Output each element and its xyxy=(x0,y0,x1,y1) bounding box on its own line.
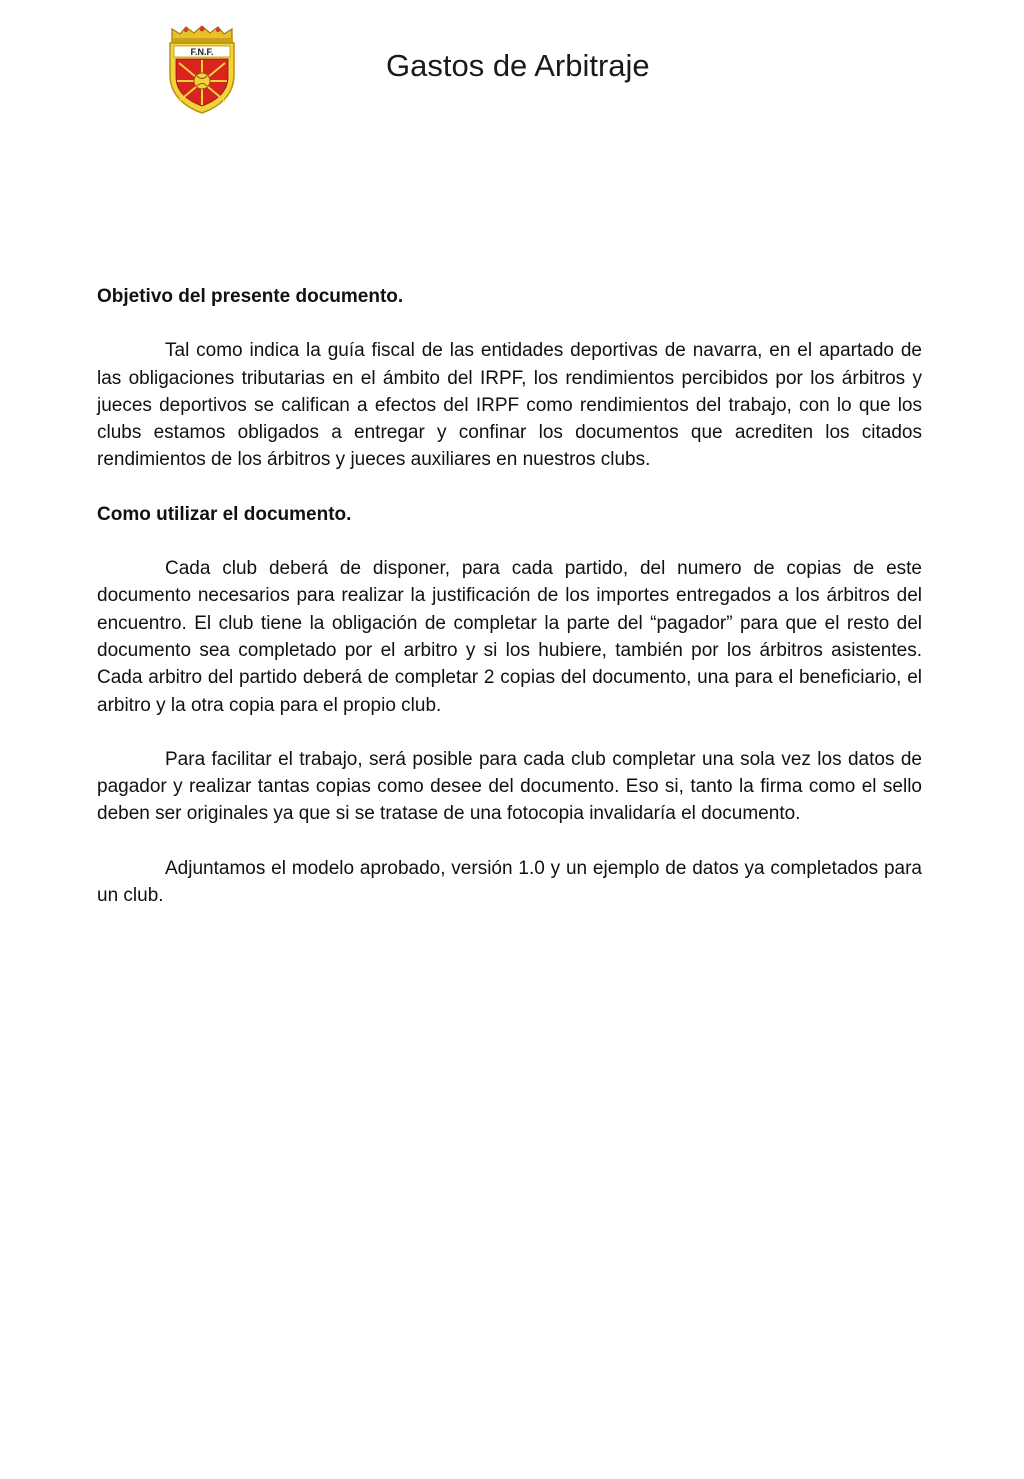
paragraph-adjuntamos: Adjuntamos el modelo aprobado, versión 1.0 y un ejemplo de datos ya completados para un club. xyxy=(97,857,922,907)
document-title: Gastos de Arbitraje xyxy=(386,48,650,83)
federation-logo xyxy=(164,25,240,115)
document-body xyxy=(97,283,922,909)
paragraph-facilitar-trabajo: Para facilitar el trabajo, será posible para cada club completar una sola vez los datos de pagador y realizar tantas copias como desee del documento. Eso si, tanto la firma como el sello deben ser originales ya que si se tratase de una fotocopia invalidaría el documento. xyxy=(97,748,922,825)
paragraph-uso-copias: Cada club deberá de disponer, para cada partido, del numero de copias de este documento necesarios para realizar la justificación de los importes entregados a los árbitros del encuentro. El club tiene la obligación de completar la parte del “pagador” para que el resto del documento sea completado por el arbitro y si los hubiere, también por los árbitros asistentes. Cada arbitro del partido deberá de completar 2 copias del documento, una para el beneficiario, el arbitro y la otra copia para el propio club. xyxy=(97,558,922,716)
section-heading-objetivo: Objetivo del presente documento. xyxy=(97,286,404,307)
paragraph-objetivo: Tal como indica la guía fiscal de las entidades deportivas de navarra, en el apartado de las obligaciones tributarias en el ámbito del IRPF, los rendimientos percibidos por los árbitros y jueces deportivos se califican a efectos del IRPF como rendimientos del trabajo, con lo que los clubs estamos obligados a entregar y confinar los documentos que acrediten los citados rendimientos de los árbitros y jueces auxiliares en nuestros clubs. xyxy=(97,340,922,471)
section-heading-como-utilizar: Como utilizar el documento. xyxy=(97,503,352,525)
svg-text:F.N.F.: F.N.F. xyxy=(190,47,214,57)
